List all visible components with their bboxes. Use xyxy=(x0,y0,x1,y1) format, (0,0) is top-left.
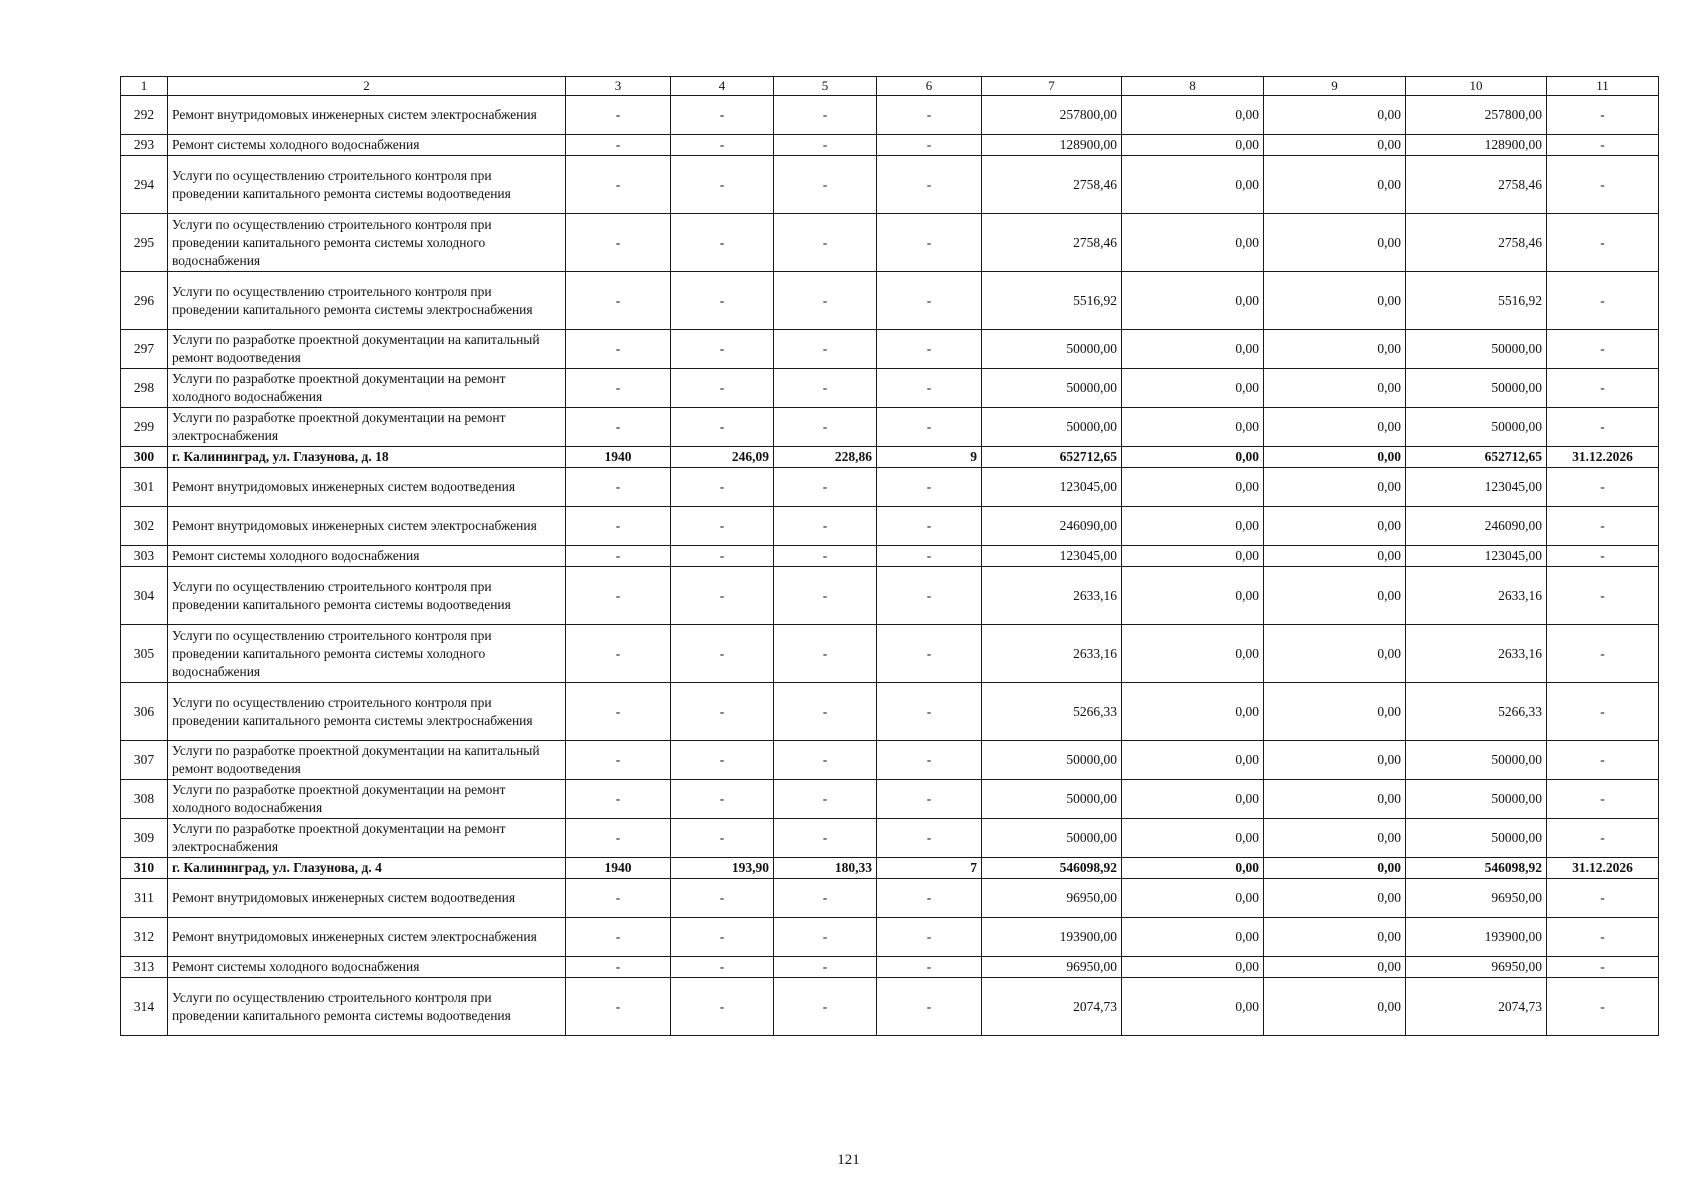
work-name-cell: Услуги по осуществлению строительного контроля при проведении капитального ремонта системы холодного водоснабжения xyxy=(168,214,566,272)
col-8-cell: 0,00 xyxy=(1122,858,1264,879)
table-row xyxy=(121,272,1659,330)
table-row xyxy=(121,957,1659,978)
col-11-cell: 31.12.2026 xyxy=(1547,858,1659,879)
table-row xyxy=(121,96,1659,135)
col-7-cell: 96950,00 xyxy=(982,879,1122,918)
col-5-cell: - xyxy=(774,408,877,447)
header-cell: 5 xyxy=(774,77,877,96)
col-4-cell: - xyxy=(671,408,774,447)
col-9-cell: 0,00 xyxy=(1264,978,1406,1036)
col-11-cell: - xyxy=(1547,272,1659,330)
col-11-cell: - xyxy=(1547,741,1659,780)
col-8-cell: 0,00 xyxy=(1122,214,1264,272)
table-row xyxy=(121,330,1659,369)
header-cell: 4 xyxy=(671,77,774,96)
header-cell: 11 xyxy=(1547,77,1659,96)
row-number-cell: 306 xyxy=(121,683,168,741)
col-6-cell: - xyxy=(877,330,982,369)
col-4-cell: 246,09 xyxy=(671,447,774,468)
row-number-cell: 292 xyxy=(121,96,168,135)
work-name-cell: Ремонт системы холодного водоснабжения xyxy=(168,546,566,567)
col-6-cell: - xyxy=(877,156,982,214)
col-7-cell: 5516,92 xyxy=(982,272,1122,330)
work-name-cell: Ремонт системы холодного водоснабжения xyxy=(168,135,566,156)
col-3-cell: - xyxy=(566,683,671,741)
row-number-cell: 300 xyxy=(121,447,168,468)
col-5-cell: - xyxy=(774,96,877,135)
col-5-cell: - xyxy=(774,330,877,369)
table-row xyxy=(121,978,1659,1036)
col-4-cell: - xyxy=(671,135,774,156)
col-4-cell: - xyxy=(671,957,774,978)
work-name-cell: Услуги по осуществлению строительного контроля при проведении капитального ремонта системы электроснабжения xyxy=(168,272,566,330)
col-6-cell: - xyxy=(877,96,982,135)
col-8-cell: 0,00 xyxy=(1122,468,1264,507)
col-9-cell: 0,00 xyxy=(1264,272,1406,330)
col-10-cell: 2758,46 xyxy=(1406,156,1547,214)
table-row xyxy=(121,214,1659,272)
table-row xyxy=(121,879,1659,918)
col-11-cell: - xyxy=(1547,625,1659,683)
col-3-cell: - xyxy=(566,135,671,156)
col-10-cell: 50000,00 xyxy=(1406,819,1547,858)
col-10-cell: 96950,00 xyxy=(1406,879,1547,918)
col-11-cell: - xyxy=(1547,918,1659,957)
col-9-cell: 0,00 xyxy=(1264,858,1406,879)
col-4-cell: - xyxy=(671,625,774,683)
col-10-cell: 50000,00 xyxy=(1406,369,1547,408)
work-name-cell: Услуги по разработке проектной документации на ремонт электроснабжения xyxy=(168,819,566,858)
col-11-cell: - xyxy=(1547,156,1659,214)
col-6-cell: - xyxy=(877,272,982,330)
col-9-cell: 0,00 xyxy=(1264,957,1406,978)
col-10-cell: 123045,00 xyxy=(1406,546,1547,567)
col-11-cell: - xyxy=(1547,957,1659,978)
col-11-cell: - xyxy=(1547,879,1659,918)
row-number-cell: 299 xyxy=(121,408,168,447)
col-7-cell: 2758,46 xyxy=(982,156,1122,214)
col-7-cell: 2633,16 xyxy=(982,567,1122,625)
col-5-cell: - xyxy=(774,369,877,408)
col-8-cell: 0,00 xyxy=(1122,546,1264,567)
col-7-cell: 128900,00 xyxy=(982,135,1122,156)
col-8-cell: 0,00 xyxy=(1122,683,1264,741)
col-9-cell: 0,00 xyxy=(1264,447,1406,468)
col-7-cell: 50000,00 xyxy=(982,819,1122,858)
col-11-cell: - xyxy=(1547,96,1659,135)
col-4-cell: - xyxy=(671,507,774,546)
col-8-cell: 0,00 xyxy=(1122,507,1264,546)
row-number-cell: 307 xyxy=(121,741,168,780)
col-4-cell: - xyxy=(671,214,774,272)
col-10-cell: 5516,92 xyxy=(1406,272,1547,330)
col-11-cell: - xyxy=(1547,546,1659,567)
table-row xyxy=(121,819,1659,858)
table-row xyxy=(121,918,1659,957)
col-7-cell: 193900,00 xyxy=(982,918,1122,957)
header-cell: 6 xyxy=(877,77,982,96)
table-row xyxy=(121,369,1659,408)
row-number-cell: 303 xyxy=(121,546,168,567)
col-6-cell: 7 xyxy=(877,858,982,879)
col-6-cell: - xyxy=(877,683,982,741)
col-9-cell: 0,00 xyxy=(1264,780,1406,819)
col-3-cell: 1940 xyxy=(566,858,671,879)
row-number-cell: 308 xyxy=(121,780,168,819)
header-cell: 2 xyxy=(168,77,566,96)
col-7-cell: 5266,33 xyxy=(982,683,1122,741)
col-9-cell: 0,00 xyxy=(1264,96,1406,135)
work-name-cell: Ремонт внутридомовых инженерных систем водоотведения xyxy=(168,468,566,507)
col-11-cell: - xyxy=(1547,507,1659,546)
row-number-cell: 313 xyxy=(121,957,168,978)
col-6-cell: 9 xyxy=(877,447,982,468)
col-10-cell: 546098,92 xyxy=(1406,858,1547,879)
header-cell: 7 xyxy=(982,77,1122,96)
row-number-cell: 314 xyxy=(121,978,168,1036)
col-5-cell: - xyxy=(774,741,877,780)
table-row xyxy=(121,741,1659,780)
header-cell: 10 xyxy=(1406,77,1547,96)
col-5-cell: - xyxy=(774,546,877,567)
col-8-cell: 0,00 xyxy=(1122,819,1264,858)
col-6-cell: - xyxy=(877,918,982,957)
col-4-cell: - xyxy=(671,879,774,918)
col-9-cell: 0,00 xyxy=(1264,156,1406,214)
col-7-cell: 2074,73 xyxy=(982,978,1122,1036)
col-5-cell: 180,33 xyxy=(774,858,877,879)
col-9-cell: 0,00 xyxy=(1264,330,1406,369)
col-9-cell: 0,00 xyxy=(1264,741,1406,780)
col-8-cell: 0,00 xyxy=(1122,780,1264,819)
col-11-cell: - xyxy=(1547,567,1659,625)
col-10-cell: 128900,00 xyxy=(1406,135,1547,156)
col-5-cell: - xyxy=(774,780,877,819)
col-11-cell: - xyxy=(1547,214,1659,272)
col-10-cell: 50000,00 xyxy=(1406,780,1547,819)
work-name-cell: Услуги по осуществлению строительного контроля при проведении капитального ремонта системы электроснабжения xyxy=(168,683,566,741)
table-row xyxy=(121,780,1659,819)
col-3-cell: 1940 xyxy=(566,447,671,468)
row-number-cell: 295 xyxy=(121,214,168,272)
col-8-cell: 0,00 xyxy=(1122,918,1264,957)
table-body xyxy=(121,77,1659,1036)
header-cell: 1 xyxy=(121,77,168,96)
col-7-cell: 50000,00 xyxy=(982,408,1122,447)
col-9-cell: 0,00 xyxy=(1264,507,1406,546)
col-3-cell: - xyxy=(566,957,671,978)
col-7-cell: 50000,00 xyxy=(982,330,1122,369)
col-8-cell: 0,00 xyxy=(1122,741,1264,780)
col-9-cell: 0,00 xyxy=(1264,819,1406,858)
col-5-cell: - xyxy=(774,957,877,978)
col-6-cell: - xyxy=(877,625,982,683)
col-9-cell: 0,00 xyxy=(1264,135,1406,156)
row-number-cell: 293 xyxy=(121,135,168,156)
col-4-cell: - xyxy=(671,96,774,135)
col-4-cell: - xyxy=(671,780,774,819)
col-3-cell: - xyxy=(566,546,671,567)
col-6-cell: - xyxy=(877,546,982,567)
col-9-cell: 0,00 xyxy=(1264,879,1406,918)
col-3-cell: - xyxy=(566,369,671,408)
col-10-cell: 5266,33 xyxy=(1406,683,1547,741)
col-4-cell: - xyxy=(671,741,774,780)
row-number-cell: 297 xyxy=(121,330,168,369)
col-10-cell: 2633,16 xyxy=(1406,567,1547,625)
col-10-cell: 123045,00 xyxy=(1406,468,1547,507)
col-6-cell: - xyxy=(877,567,982,625)
col-6-cell: - xyxy=(877,507,982,546)
col-7-cell: 546098,92 xyxy=(982,858,1122,879)
col-7-cell: 50000,00 xyxy=(982,369,1122,408)
col-7-cell: 123045,00 xyxy=(982,468,1122,507)
col-8-cell: 0,00 xyxy=(1122,957,1264,978)
table-row xyxy=(121,546,1659,567)
col-11-cell: 31.12.2026 xyxy=(1547,447,1659,468)
col-5-cell: - xyxy=(774,272,877,330)
col-7-cell: 246090,00 xyxy=(982,507,1122,546)
budget-table xyxy=(120,76,1659,1036)
col-3-cell: - xyxy=(566,879,671,918)
col-9-cell: 0,00 xyxy=(1264,546,1406,567)
table-row xyxy=(121,156,1659,214)
col-5-cell: - xyxy=(774,918,877,957)
col-6-cell: - xyxy=(877,135,982,156)
col-10-cell: 50000,00 xyxy=(1406,741,1547,780)
col-10-cell: 96950,00 xyxy=(1406,957,1547,978)
col-8-cell: 0,00 xyxy=(1122,330,1264,369)
col-5-cell: - xyxy=(774,135,877,156)
col-7-cell: 257800,00 xyxy=(982,96,1122,135)
col-7-cell: 96950,00 xyxy=(982,957,1122,978)
row-number-cell: 311 xyxy=(121,879,168,918)
col-8-cell: 0,00 xyxy=(1122,272,1264,330)
col-10-cell: 652712,65 xyxy=(1406,447,1547,468)
col-8-cell: 0,00 xyxy=(1122,978,1264,1036)
col-3-cell: - xyxy=(566,156,671,214)
col-9-cell: 0,00 xyxy=(1264,214,1406,272)
col-3-cell: - xyxy=(566,507,671,546)
col-11-cell: - xyxy=(1547,780,1659,819)
col-6-cell: - xyxy=(877,819,982,858)
col-7-cell: 50000,00 xyxy=(982,780,1122,819)
col-3-cell: - xyxy=(566,408,671,447)
col-11-cell: - xyxy=(1547,819,1659,858)
col-11-cell: - xyxy=(1547,369,1659,408)
work-name-cell: Услуги по осуществлению строительного контроля при проведении капитального ремонта системы водоотведения xyxy=(168,567,566,625)
col-8-cell: 0,00 xyxy=(1122,408,1264,447)
col-7-cell: 123045,00 xyxy=(982,546,1122,567)
work-name-cell: Услуги по разработке проектной документации на ремонт электроснабжения xyxy=(168,408,566,447)
col-10-cell: 50000,00 xyxy=(1406,408,1547,447)
col-5-cell: - xyxy=(774,214,877,272)
col-10-cell: 50000,00 xyxy=(1406,330,1547,369)
col-5-cell: - xyxy=(774,507,877,546)
col-6-cell: - xyxy=(877,978,982,1036)
row-number-cell: 304 xyxy=(121,567,168,625)
work-name-cell: Ремонт системы холодного водоснабжения xyxy=(168,957,566,978)
col-4-cell: - xyxy=(671,546,774,567)
header-cell: 8 xyxy=(1122,77,1264,96)
work-name-cell: Ремонт внутридомовых инженерных систем электроснабжения xyxy=(168,918,566,957)
table-row xyxy=(121,468,1659,507)
work-name-cell: Ремонт внутридомовых инженерных систем электроснабжения xyxy=(168,507,566,546)
col-4-cell: - xyxy=(671,978,774,1036)
col-6-cell: - xyxy=(877,214,982,272)
col-9-cell: 0,00 xyxy=(1264,918,1406,957)
col-3-cell: - xyxy=(566,272,671,330)
col-7-cell: 50000,00 xyxy=(982,741,1122,780)
col-5-cell: 228,86 xyxy=(774,447,877,468)
col-10-cell: 2633,16 xyxy=(1406,625,1547,683)
col-10-cell: 193900,00 xyxy=(1406,918,1547,957)
col-11-cell: - xyxy=(1547,135,1659,156)
col-7-cell: 652712,65 xyxy=(982,447,1122,468)
col-8-cell: 0,00 xyxy=(1122,369,1264,408)
work-name-cell: Услуги по разработке проектной документации на ремонт холодного водоснабжения xyxy=(168,780,566,819)
col-4-cell: - xyxy=(671,272,774,330)
header-cell: 3 xyxy=(566,77,671,96)
work-name-cell: Услуги по разработке проектной документации на капитальный ремонт водоотведения xyxy=(168,330,566,369)
row-number-cell: 294 xyxy=(121,156,168,214)
col-6-cell: - xyxy=(877,468,982,507)
col-5-cell: - xyxy=(774,683,877,741)
col-5-cell: - xyxy=(774,978,877,1036)
col-8-cell: 0,00 xyxy=(1122,447,1264,468)
col-6-cell: - xyxy=(877,369,982,408)
col-5-cell: - xyxy=(774,625,877,683)
col-8-cell: 0,00 xyxy=(1122,96,1264,135)
col-4-cell: - xyxy=(671,819,774,858)
col-8-cell: 0,00 xyxy=(1122,156,1264,214)
col-8-cell: 0,00 xyxy=(1122,879,1264,918)
row-number-cell: 312 xyxy=(121,918,168,957)
work-name-cell: г. Калининград, ул. Глазунова, д. 18 xyxy=(168,447,566,468)
col-11-cell: - xyxy=(1547,330,1659,369)
col-4-cell: - xyxy=(671,330,774,369)
row-number-cell: 310 xyxy=(121,858,168,879)
col-10-cell: 2758,46 xyxy=(1406,214,1547,272)
col-7-cell: 2633,16 xyxy=(982,625,1122,683)
work-name-cell: Услуги по осуществлению строительного контроля при проведении капитального ремонта системы водоотведения xyxy=(168,156,566,214)
address-row xyxy=(121,858,1659,879)
col-5-cell: - xyxy=(774,156,877,214)
col-3-cell: - xyxy=(566,741,671,780)
col-4-cell: - xyxy=(671,369,774,408)
col-6-cell: - xyxy=(877,780,982,819)
work-name-cell: Ремонт внутридомовых инженерных систем водоотведения xyxy=(168,879,566,918)
col-10-cell: 246090,00 xyxy=(1406,507,1547,546)
col-9-cell: 0,00 xyxy=(1264,369,1406,408)
col-6-cell: - xyxy=(877,741,982,780)
col-3-cell: - xyxy=(566,978,671,1036)
work-name-cell: Услуги по осуществлению строительного контроля при проведении капитального ремонта системы водоотведения xyxy=(168,978,566,1036)
col-11-cell: - xyxy=(1547,408,1659,447)
col-8-cell: 0,00 xyxy=(1122,625,1264,683)
col-3-cell: - xyxy=(566,330,671,369)
col-4-cell: - xyxy=(671,468,774,507)
col-8-cell: 0,00 xyxy=(1122,135,1264,156)
col-4-cell: 193,90 xyxy=(671,858,774,879)
col-3-cell: - xyxy=(566,625,671,683)
row-number-cell: 296 xyxy=(121,272,168,330)
col-11-cell: - xyxy=(1547,683,1659,741)
table-row xyxy=(121,567,1659,625)
col-8-cell: 0,00 xyxy=(1122,567,1264,625)
row-number-cell: 309 xyxy=(121,819,168,858)
work-name-cell: Услуги по осуществлению строительного контроля при проведении капитального ремонта системы холодного водоснабжения xyxy=(168,625,566,683)
col-3-cell: - xyxy=(566,918,671,957)
col-5-cell: - xyxy=(774,468,877,507)
col-9-cell: 0,00 xyxy=(1264,683,1406,741)
col-9-cell: 0,00 xyxy=(1264,567,1406,625)
row-number-cell: 298 xyxy=(121,369,168,408)
col-5-cell: - xyxy=(774,567,877,625)
page-number: 121 xyxy=(837,1152,860,1168)
col-10-cell: 2074,73 xyxy=(1406,978,1547,1036)
col-9-cell: 0,00 xyxy=(1264,468,1406,507)
col-3-cell: - xyxy=(566,468,671,507)
work-name-cell: г. Калининград, ул. Глазунова, д. 4 xyxy=(168,858,566,879)
table-row xyxy=(121,408,1659,447)
col-9-cell: 0,00 xyxy=(1264,408,1406,447)
work-name-cell: Услуги по разработке проектной документации на ремонт холодного водоснабжения xyxy=(168,369,566,408)
table-row xyxy=(121,507,1659,546)
col-4-cell: - xyxy=(671,156,774,214)
col-3-cell: - xyxy=(566,819,671,858)
address-row xyxy=(121,447,1659,468)
work-name-cell: Услуги по разработке проектной документации на капитальный ремонт водоотведения xyxy=(168,741,566,780)
col-4-cell: - xyxy=(671,683,774,741)
row-number-cell: 305 xyxy=(121,625,168,683)
col-6-cell: - xyxy=(877,408,982,447)
col-4-cell: - xyxy=(671,567,774,625)
col-5-cell: - xyxy=(774,879,877,918)
col-3-cell: - xyxy=(566,214,671,272)
table-row xyxy=(121,683,1659,741)
col-5-cell: - xyxy=(774,819,877,858)
col-6-cell: - xyxy=(877,879,982,918)
col-11-cell: - xyxy=(1547,978,1659,1036)
table-row xyxy=(121,625,1659,683)
col-7-cell: 2758,46 xyxy=(982,214,1122,272)
col-3-cell: - xyxy=(566,96,671,135)
column-number-header xyxy=(121,77,1659,96)
col-6-cell: - xyxy=(877,957,982,978)
col-10-cell: 257800,00 xyxy=(1406,96,1547,135)
col-9-cell: 0,00 xyxy=(1264,625,1406,683)
table-row xyxy=(121,135,1659,156)
work-name-cell: Ремонт внутридомовых инженерных систем электроснабжения xyxy=(168,96,566,135)
header-cell: 9 xyxy=(1264,77,1406,96)
col-11-cell: - xyxy=(1547,468,1659,507)
row-number-cell: 301 xyxy=(121,468,168,507)
row-number-cell: 302 xyxy=(121,507,168,546)
col-3-cell: - xyxy=(566,780,671,819)
col-4-cell: - xyxy=(671,918,774,957)
col-3-cell: - xyxy=(566,567,671,625)
